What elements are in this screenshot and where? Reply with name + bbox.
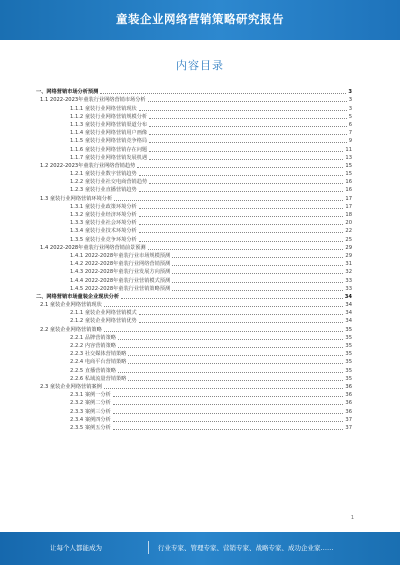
toc-entry-page: 36 bbox=[345, 408, 352, 415]
toc-entry[interactable] bbox=[36, 203, 352, 211]
toc-entry[interactable] bbox=[36, 104, 352, 112]
toc-entry[interactable] bbox=[36, 96, 352, 104]
toc-entry-page: 35 bbox=[345, 375, 352, 382]
toc-entry-text: 2.3 童装企业网络营销案例 bbox=[40, 383, 102, 390]
toc-entry[interactable] bbox=[36, 129, 352, 137]
toc-leader-dots bbox=[172, 273, 343, 274]
toc-leader-dots bbox=[149, 183, 343, 184]
toc-entry-page: 36 bbox=[345, 400, 352, 407]
toc-entry-text: 1.3.5 童装行业竞争环境分析 bbox=[70, 236, 137, 243]
toc-entry-page: 36 bbox=[345, 392, 352, 399]
toc-entry[interactable] bbox=[36, 186, 352, 194]
toc-entry-text: 1.4 2022-2028年童装行业网络营销前景预测 bbox=[40, 244, 146, 251]
toc-entry-text: 1.3.1 童装行业政策环境分析 bbox=[70, 203, 137, 210]
toc-leader-dots bbox=[113, 396, 344, 397]
toc-entry[interactable] bbox=[36, 178, 352, 186]
toc-entry[interactable] bbox=[36, 211, 352, 219]
toc-leader-dots bbox=[104, 306, 344, 307]
toc-entry-text: 2.2.1 品牌营销策略 bbox=[70, 334, 116, 341]
toc-entry-page: 16 bbox=[345, 187, 352, 194]
toc-entry-page: 13 bbox=[345, 154, 352, 161]
toc-entry-text: 2.2.5 直播营销策略 bbox=[70, 367, 116, 374]
toc-entry-page: 37 bbox=[345, 416, 352, 423]
toc-entry-page: 15 bbox=[345, 171, 352, 178]
toc-entry-page: 31 bbox=[345, 261, 352, 268]
toc-entry-page: 33 bbox=[345, 277, 352, 284]
footer-slogan-left: 让每个人都能成为 bbox=[50, 544, 102, 552]
toc-entry-text: 2.3.5 案例五分析 bbox=[70, 424, 111, 431]
toc-entry-text: 2.2 童装企业网络营销策略 bbox=[40, 326, 102, 333]
toc-leader-dots bbox=[139, 110, 347, 111]
toc-entry-page: 32 bbox=[345, 269, 352, 276]
toc-entry-page: 25 bbox=[345, 236, 352, 243]
toc-entry-page: 17 bbox=[345, 203, 352, 210]
toc-entry-page: 33 bbox=[345, 285, 352, 292]
toc-entry-page: 17 bbox=[345, 195, 352, 202]
toc-entry-page: 35 bbox=[345, 343, 352, 349]
toc-leader-dots bbox=[139, 216, 344, 217]
toc-leader-dots bbox=[113, 404, 344, 405]
toc-leader-dots bbox=[148, 249, 344, 250]
toc-entry-page: 34 bbox=[344, 293, 352, 300]
toc-entry-page: 18 bbox=[345, 212, 352, 218]
toc-leader-dots bbox=[139, 322, 344, 323]
toc-leader-dots bbox=[139, 224, 344, 225]
page-number: 1 bbox=[350, 515, 354, 521]
toc-entry-text: 2.1 童装企业网络营销现状 bbox=[40, 302, 102, 309]
toc-entry-text: 二、网络营销市场童装企业现状分析 bbox=[36, 293, 120, 300]
toc-leader-dots bbox=[113, 421, 344, 422]
toc-entry-page: 22 bbox=[345, 228, 352, 235]
toc-leader-dots bbox=[149, 134, 347, 135]
toc-entry[interactable] bbox=[36, 285, 352, 293]
toc-entry[interactable] bbox=[36, 121, 352, 129]
footer-slogan-right: 行业专家、管理专家、营销专家、战略专家、成功企业家…… bbox=[158, 544, 334, 552]
toc-entry-text: 2.2.2 内容营销策略 bbox=[70, 343, 116, 349]
toc-entry-page: 16 bbox=[345, 179, 352, 186]
toc-entry[interactable] bbox=[36, 399, 352, 407]
toc-entry-text: 2.2.3 社交媒体营销策略 bbox=[70, 351, 127, 358]
toc-leader-dots bbox=[139, 314, 344, 315]
toc-entry[interactable] bbox=[36, 244, 352, 252]
toc-entry[interactable] bbox=[36, 293, 352, 301]
toc-entry-text: 1.1.6 童装行业网络营销存在问题 bbox=[70, 146, 148, 153]
toc-entry-text: 1.3 童装行业网络营销环境分析 bbox=[40, 195, 113, 202]
toc-leader-dots bbox=[118, 372, 343, 373]
footer-separator bbox=[148, 541, 149, 554]
toc-entry-text: 2.2.6 私域流量营销策略 bbox=[70, 375, 127, 382]
toc-leader-dots bbox=[137, 167, 343, 168]
toc-leader-dots bbox=[139, 241, 344, 242]
toc-entry-text: 2.3.1 案例一分析 bbox=[70, 392, 111, 399]
toc-entry-text: 1.2.3 童装行业直播营销趋势 bbox=[70, 187, 137, 194]
toc-entry[interactable] bbox=[36, 170, 352, 178]
toc-entry-page: 9 bbox=[348, 138, 352, 145]
toc-entry-text: 2.3.4 案例四分析 bbox=[70, 416, 111, 423]
toc-entry[interactable] bbox=[36, 235, 352, 243]
toc-entry-text: 2.1.1 童装企业网络营销模式 bbox=[70, 310, 137, 317]
toc-entry-page: 36 bbox=[345, 383, 352, 390]
toc-entry-page: 5 bbox=[348, 113, 352, 120]
toc-entry-text: 1.2 2022-2023年童装行业网络营销趋势 bbox=[40, 162, 136, 169]
toc-entry-text: 1.3.3 童装行业社会环境分析 bbox=[70, 220, 137, 227]
toc-entry[interactable] bbox=[36, 145, 352, 153]
toc-heading: 内容目录 bbox=[176, 59, 224, 72]
toc-entry-page: 7 bbox=[348, 130, 352, 137]
toc-entry[interactable] bbox=[36, 383, 352, 391]
toc-leader-dots bbox=[128, 380, 343, 381]
toc-entry[interactable] bbox=[36, 252, 352, 260]
toc-leader-dots bbox=[148, 101, 347, 102]
toc-entry[interactable] bbox=[36, 268, 352, 276]
toc-leader-dots bbox=[113, 429, 344, 430]
toc-leader-dots bbox=[172, 282, 343, 283]
toc-entry[interactable] bbox=[36, 194, 352, 202]
toc-entry[interactable] bbox=[36, 407, 352, 415]
toc-entry-page: 34 bbox=[345, 310, 352, 317]
toc-entry-text: 1.1.4 童装行业网络营销用户画像 bbox=[70, 130, 148, 137]
toc-entry-page: 35 bbox=[345, 367, 352, 374]
top-banner bbox=[0, 0, 400, 40]
toc-leader-dots bbox=[121, 298, 343, 299]
toc-entry[interactable] bbox=[36, 416, 352, 424]
toc-entry-page: 29 bbox=[345, 252, 352, 259]
toc-entry-text: 1.4.1 2022-2028年童装行业市场规模预测 bbox=[70, 252, 171, 259]
toc-entry[interactable] bbox=[36, 375, 352, 383]
toc-entry-text: 一、网络营销市场分析预测 bbox=[36, 89, 99, 96]
toc-entry-page: 34 bbox=[345, 318, 352, 325]
toc-entry-text: 2.1.2 童装企业网络营销优势 bbox=[70, 318, 137, 325]
toc-entry[interactable] bbox=[36, 317, 352, 325]
toc-leader-dots bbox=[149, 118, 347, 119]
toc-entry-page: 3 bbox=[348, 105, 352, 112]
toc-entry-text: 1.3.4 童装行业技术环境分析 bbox=[70, 228, 137, 235]
toc-entry-text: 1.1.2 童装行业网络营销规模分析 bbox=[70, 113, 148, 120]
toc-entry-page: 20 bbox=[345, 220, 352, 227]
toc-entry-text: 1.1.5 童装行业网络营销竞争格局 bbox=[70, 138, 148, 145]
toc-entry-text: 1.2.1 童装行业数字营销趋势 bbox=[70, 171, 137, 178]
toc-leader-dots bbox=[149, 151, 343, 152]
toc-leader-dots bbox=[172, 265, 343, 266]
toc-entry[interactable] bbox=[36, 137, 352, 145]
toc-entry-text: 1.4.3 2022-2028年童装行业发展方向预测 bbox=[70, 269, 171, 276]
toc-entry[interactable] bbox=[36, 113, 352, 121]
toc-entry-page: 11 bbox=[345, 146, 352, 153]
toc-leader-dots bbox=[139, 175, 344, 176]
toc-entry-text: 1.1.1 童装行业网络营销现状 bbox=[70, 105, 137, 112]
toc-entry[interactable] bbox=[36, 260, 352, 268]
toc-entry-page: 37 bbox=[345, 424, 352, 431]
toc-entry-text: 1.2.2 童装行业社交电商营销趋势 bbox=[70, 179, 148, 186]
toc-entry[interactable] bbox=[36, 366, 352, 374]
toc-entry-page: 29 bbox=[345, 244, 352, 251]
toc-entry-text: 1.4.2 2022-2028年童装行业网络营销预测 bbox=[70, 261, 171, 268]
table-of-contents bbox=[36, 88, 352, 432]
toc-entry[interactable] bbox=[36, 227, 352, 235]
toc-leader-dots bbox=[149, 142, 347, 143]
toc-entry-page: 34 bbox=[345, 302, 352, 309]
toc-entry-text: 1.4.4 2022-2028年童装行业营销模式预测 bbox=[70, 277, 171, 284]
toc-leader-dots bbox=[149, 159, 343, 160]
toc-leader-dots bbox=[114, 200, 343, 201]
toc-entry-page: 35 bbox=[345, 351, 352, 358]
toc-entry[interactable] bbox=[36, 276, 352, 284]
toc-entry[interactable] bbox=[36, 342, 352, 350]
toc-entry[interactable] bbox=[36, 424, 352, 432]
toc-entry[interactable] bbox=[36, 334, 352, 342]
toc-leader-dots bbox=[149, 126, 347, 127]
toc-leader-dots bbox=[128, 355, 343, 356]
toc-entry-page: 35 bbox=[345, 359, 352, 366]
toc-entry[interactable] bbox=[36, 154, 352, 162]
toc-leader-dots bbox=[100, 93, 346, 94]
toc-leader-dots bbox=[139, 208, 344, 209]
toc-leader-dots bbox=[128, 363, 343, 364]
toc-entry-text: 1.3.2 童装行业经济环境分析 bbox=[70, 212, 137, 218]
toc-entry-page: 35 bbox=[345, 334, 352, 341]
toc-entry-page: 6 bbox=[348, 121, 352, 128]
toc-entry[interactable] bbox=[36, 325, 352, 333]
toc-leader-dots bbox=[118, 347, 343, 348]
toc-entry-text: 2.2.4 电商平台营销策略 bbox=[70, 359, 127, 366]
toc-entry-text: 1.1.7 童装行业网络营销发展机遇 bbox=[70, 154, 148, 161]
toc-leader-dots bbox=[139, 191, 344, 192]
toc-leader-dots bbox=[172, 257, 343, 258]
toc-entry[interactable] bbox=[36, 219, 352, 227]
toc-leader-dots bbox=[104, 331, 344, 332]
toc-entry[interactable] bbox=[36, 309, 352, 317]
toc-entry-text: 1.1.3 童装行业网络营销渠道分布 bbox=[70, 121, 148, 128]
toc-entry-page: 3 bbox=[348, 89, 352, 96]
toc-entry-page: 3 bbox=[348, 97, 352, 104]
toc-entry-text: 1.4.5 2022-2028年童装行业营销策略预测 bbox=[70, 285, 171, 292]
toc-leader-dots bbox=[104, 388, 344, 389]
toc-entry[interactable] bbox=[36, 88, 352, 96]
bottom-banner bbox=[0, 532, 400, 565]
report-title: 童装企业网络营销策略研究报告 bbox=[116, 12, 284, 26]
toc-entry[interactable] bbox=[36, 350, 352, 358]
toc-leader-dots bbox=[139, 232, 344, 233]
toc-entry[interactable] bbox=[36, 391, 352, 399]
toc-entry-text: 2.3.3 案例三分析 bbox=[70, 408, 111, 415]
toc-entry[interactable] bbox=[36, 358, 352, 366]
toc-leader-dots bbox=[172, 290, 343, 291]
toc-leader-dots bbox=[113, 413, 344, 414]
toc-leader-dots bbox=[118, 339, 343, 340]
toc-entry[interactable] bbox=[36, 162, 352, 170]
toc-entry[interactable] bbox=[36, 301, 352, 309]
toc-entry-page: 35 bbox=[345, 326, 352, 333]
toc-entry-page: 15 bbox=[345, 162, 352, 169]
toc-entry-text: 1.1 2022-2023年童装行业网络营销市场分析 bbox=[40, 97, 146, 104]
toc-entry-text: 2.3.2 案例二分析 bbox=[70, 400, 111, 407]
